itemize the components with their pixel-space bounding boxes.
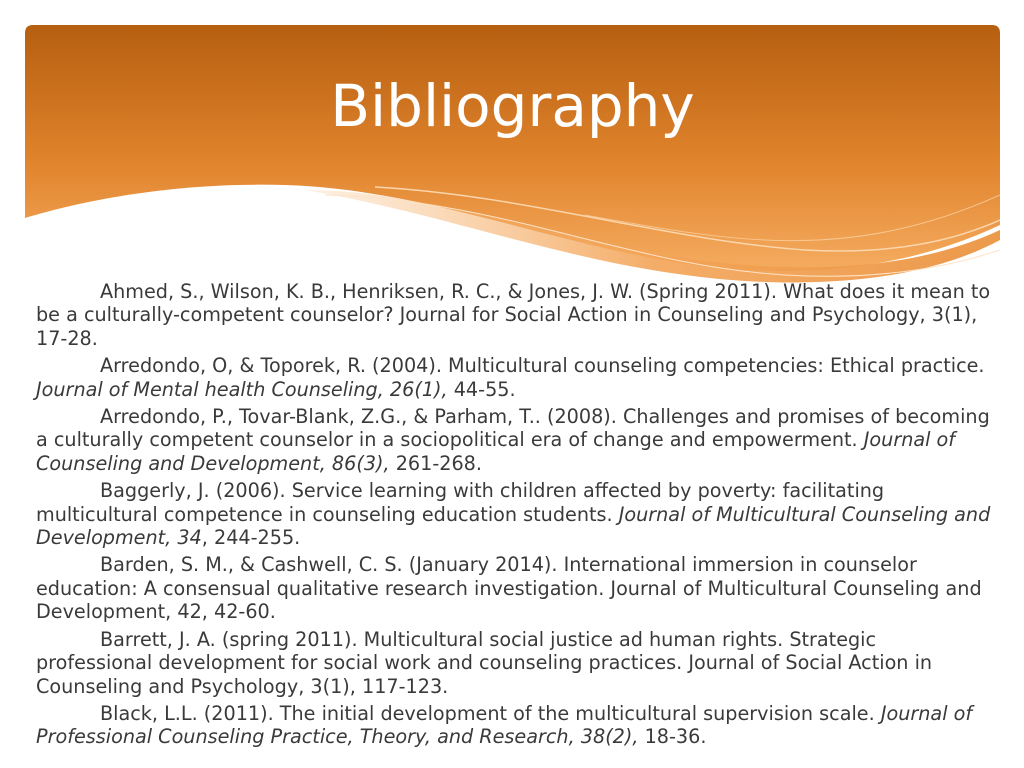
banner-wave-graphic bbox=[25, 25, 1000, 285]
reference-pages: 261-268. bbox=[389, 451, 482, 475]
reference-item bbox=[36, 479, 991, 549]
reference-text: Baggerly, J. (2006). Service learning with children affected by poverty: facilitating multicultural competence in counseling education students. bbox=[36, 479, 885, 526]
reference-journal: Journal of Multicultural Counseling and Development, 34 bbox=[36, 502, 991, 550]
reference-text: Barrett, J. A. (spring 2011). Multicultural social justice ad human rights. Strategic professional development for social work and counseling practices. Journal of Social Action in Counseling and Psychology, 3(1), 117-123. bbox=[36, 627, 933, 698]
reference-pages: 18-36. bbox=[638, 725, 707, 749]
reference-pages: , 244-255. bbox=[201, 526, 301, 550]
reference-pages: 44-55. bbox=[447, 377, 516, 401]
reference-journal: Journal of Professional Counseling Practice, Theory, and Research, 38(2), bbox=[36, 701, 973, 749]
reference-text: Arredondo, O, & Toporek, R. (2004). Multicultural counseling competencies: Ethical practice. bbox=[100, 354, 985, 378]
reference-text: Ahmed, S., Wilson, K. B., Henriksen, R. C., & Jones, J. W. (Spring 2011). What does it mean to be a culturally-competent counselor? Journal for Social Action in Counseling and Psychology, 3(1), 17-28. bbox=[36, 280, 991, 350]
reference-text: Arredondo, P., Tovar-Blank, Z.G., & Parham, T.. (2008). Challenges and promises of becoming a culturally competent counselor in a sociopolitical era of change and empowerment. bbox=[36, 405, 990, 452]
reference-text: Black, L.L. (2011). The initial development of the multicultural supervision scale. bbox=[100, 701, 881, 725]
page-title: Bibliography bbox=[330, 72, 695, 140]
reference-item bbox=[36, 280, 991, 350]
reference-item bbox=[36, 628, 991, 698]
reference-text: Barden, S. M., & Cashwell, C. S. (January 2014). International immersion in counselor education: A consensual qualitative research investigation. Journal of Multicultural Counseling and Development, 42, 42-60. bbox=[36, 553, 982, 624]
reference-item bbox=[36, 702, 991, 749]
reference-item bbox=[36, 553, 991, 623]
reference-item bbox=[36, 354, 991, 401]
title-banner bbox=[25, 25, 1000, 285]
reference-item bbox=[36, 405, 991, 475]
reference-journal: Journal of Mental health Counseling, 26(1), bbox=[36, 377, 448, 401]
reference-list bbox=[36, 280, 991, 753]
reference-journal: Journal of Counseling and Development, 86(3), bbox=[36, 428, 956, 475]
